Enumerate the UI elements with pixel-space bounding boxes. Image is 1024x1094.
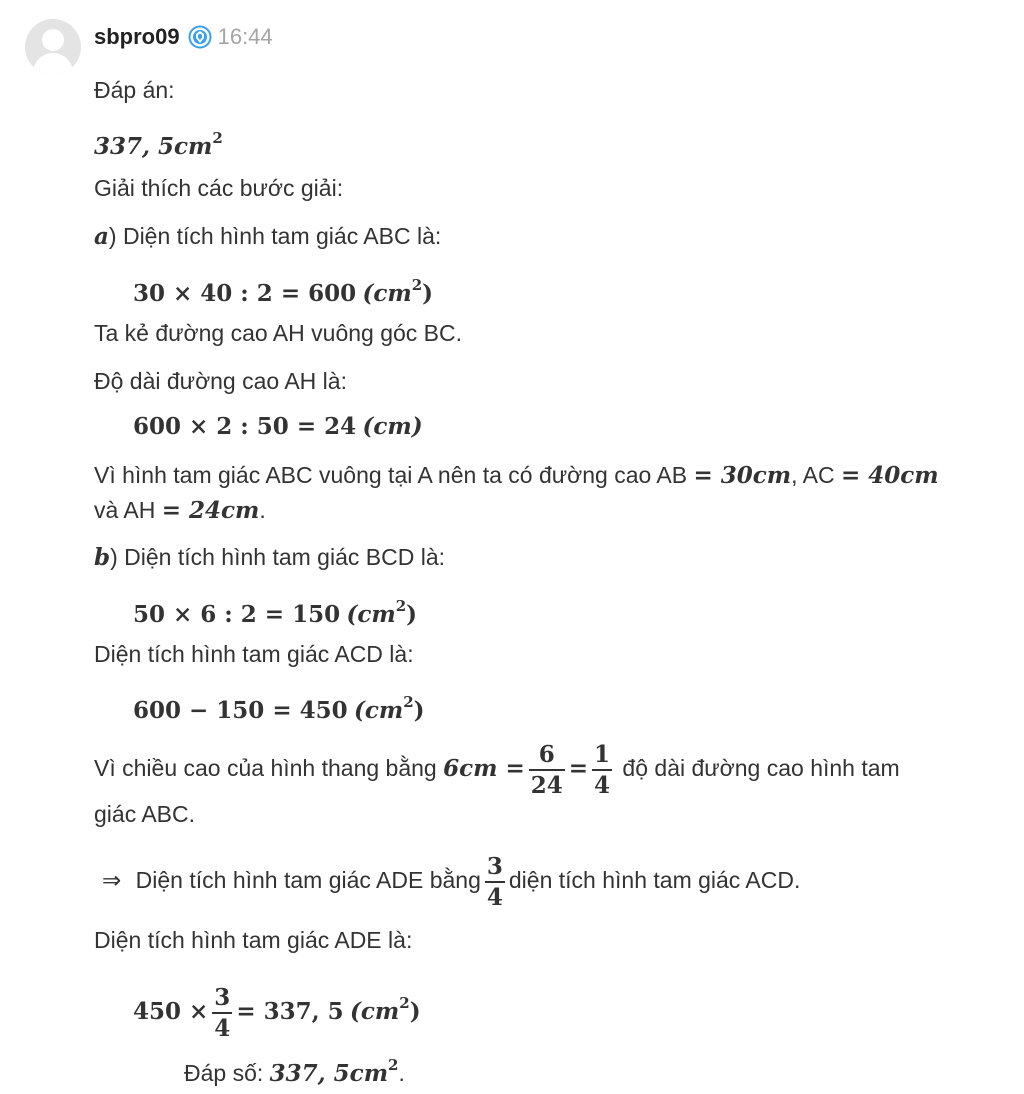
fraction-1-4: $\frac{1}{4}$ [594, 740, 611, 799]
answer-value: 337, $5cm^2$ [94, 129, 223, 160]
fraction-6-24: $\frac{6}{24}$ [530, 740, 563, 799]
part-a-calculation: 30 × 40 : 2 = 600 $(cm^2)$ [133, 276, 434, 307]
part-b-heading: b) Diện tích hình tam giác BCD là: [94, 544, 446, 571]
because-line-1: Vì hình tam giác ABC vuông tại A nên ta có đường cao AB = 30cm, AC = 40cm [94, 462, 939, 489]
part-a-heading: a) Diện tích hình tam giác ABC là: [94, 223, 442, 250]
fraction-3-4: $\frac{3}{4}$ [486, 852, 503, 911]
acd-calculation: 600 − 150 = 450 $(cm^2)$ [133, 693, 425, 724]
username-link[interactable]: sbpro09 [94, 24, 180, 49]
implies-arrow-icon: ⇒ [102, 867, 122, 893]
explain-label: Giải thích các bước giải: [94, 175, 344, 201]
ade-label: Diện tích hình tam giác ADE là: [94, 927, 413, 953]
answer-label: Đáp án: [94, 77, 175, 103]
ah-length-label: Độ dài đường cao AH là: [94, 368, 347, 394]
post-timestamp: 16:44 [217, 24, 273, 49]
implies-line: ⇒ Diện tích hình tam giác ADE bằng $\frac{3}{4}$ diện tích hình tam giác ACD. [102, 852, 801, 911]
fraction-3-4-ade: $\frac{3}{4}$ [214, 983, 231, 1042]
part-b-calculation: 50 × 6 : 2 = 150 $(cm^2)$ [133, 597, 418, 628]
ah-calculation: 600 × 2 : 50 = 24 (cm) [133, 413, 423, 440]
acd-label: Diện tích hình tam giác ACD là: [94, 641, 414, 667]
ade-calculation: 450 × $\frac{3}{4}$ = 337, 5 $(cm^2)$ [133, 983, 421, 1042]
height-ratio-line: Vì chiều cao của hình thang bằng 6cm = $\frac{6}{24}$ = $\frac{1}{4}$ độ dài đường cao hình tam [94, 740, 900, 799]
because-line-2: và AH = 24cm. [94, 497, 266, 524]
final-answer: Đáp số: 337, $5cm^2$. [184, 1056, 405, 1087]
altitude-line: Ta kẻ đường cao AH vuông góc BC. [94, 320, 463, 346]
height-ratio-line-cont: giác ABC. [94, 801, 195, 827]
